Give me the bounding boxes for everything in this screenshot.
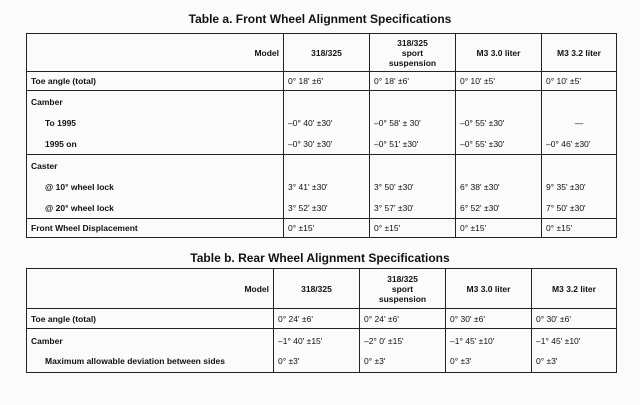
value: –0° 55' ±30'	[460, 138, 505, 149]
camber-label: Camber	[31, 335, 63, 346]
value: 0° ±3'	[364, 355, 386, 366]
cell	[284, 155, 370, 219]
cell: 0° ±15'	[370, 219, 456, 238]
row-label-toe-angle: Toe angle (total)	[27, 72, 284, 91]
cell	[456, 155, 542, 219]
header-model: Model	[27, 269, 274, 309]
header-sport-line-3: suspension	[388, 57, 437, 68]
table-row	[27, 329, 617, 373]
header-sport-line-1: 318/325	[387, 273, 418, 284]
table-row	[27, 219, 617, 238]
value: –0° 51' ±30'	[374, 138, 419, 149]
row-label-camber	[27, 329, 274, 373]
cell: 0° 24' ±6'	[360, 309, 446, 329]
value: –0° 46' ±30'	[546, 138, 591, 149]
row-label-front-wheel-displacement: Front Wheel Displacement	[27, 219, 284, 238]
table-a-title: Table a. Front Wheel Alignment Specifications	[188, 12, 452, 26]
cell	[456, 91, 542, 155]
cell	[370, 91, 456, 155]
row-label-toe-angle: Toe angle (total)	[27, 309, 274, 329]
table-row	[27, 155, 617, 219]
caster-sub-10: @ 10° wheel lock	[45, 181, 114, 192]
cell: 0° 10' ±5'	[542, 72, 617, 91]
value: 6° 52' ±30'	[460, 202, 500, 213]
cell	[446, 329, 532, 373]
value: 0° ±3'	[450, 355, 472, 366]
value: –0° 40' ±30'	[288, 117, 333, 128]
cell: 0° 18' ±6'	[370, 72, 456, 91]
header-sport-line-2: sport	[401, 47, 424, 58]
table-b-header-row	[27, 269, 617, 309]
value: 3° 57' ±30'	[374, 202, 414, 213]
value: –1° 40' ±15'	[278, 335, 323, 346]
caster-label: Caster	[31, 160, 58, 171]
header-318-325-sport	[370, 34, 456, 72]
cell	[542, 91, 617, 155]
cell: 0° 18' ±6'	[284, 72, 370, 91]
cell: 0° 30' ±6'	[446, 309, 532, 329]
camber-sub-1995-on: 1995 on	[45, 138, 77, 149]
cell: 0° 10' ±5'	[456, 72, 542, 91]
value: 3° 52' ±30'	[288, 202, 328, 213]
caster-sub-20: @ 20° wheel lock	[45, 202, 114, 213]
camber-label: Camber	[31, 96, 63, 107]
table-row	[27, 309, 617, 329]
header-318-325: 318/325	[284, 34, 370, 72]
value: 9° 35' ±30'	[546, 181, 586, 192]
header-sport-line-2: sport	[391, 283, 414, 294]
header-m3-30: M3 3.0 liter	[456, 34, 542, 72]
row-label-caster	[27, 155, 284, 219]
table-row	[27, 91, 617, 155]
cell: 0° ±15'	[542, 219, 617, 238]
value-dash: —	[574, 117, 584, 128]
value: –2° 0' ±15'	[364, 335, 404, 346]
value: 6° 38' ±30'	[460, 181, 500, 192]
cell	[274, 329, 360, 373]
header-sport-line-3: suspension	[378, 293, 427, 304]
table-b-title: Table b. Rear Wheel Alignment Specifications	[190, 251, 450, 265]
header-sport-line-1: 318/325	[397, 37, 428, 48]
cell	[542, 155, 617, 219]
header-m3-30: M3 3.0 liter	[446, 269, 532, 309]
cell	[284, 91, 370, 155]
header-m3-32: M3 3.2 liter	[532, 269, 617, 309]
header-model: Model	[27, 34, 284, 72]
value: –0° 55' ±30'	[460, 117, 505, 128]
value: 0° ±3'	[278, 355, 300, 366]
header-m3-32: M3 3.2 liter	[542, 34, 617, 72]
value: 3° 50' ±30'	[374, 181, 414, 192]
value: 3° 41' ±30'	[288, 181, 328, 192]
row-label-camber	[27, 91, 284, 155]
cell: 0° ±15'	[456, 219, 542, 238]
value: 0° ±3'	[536, 355, 558, 366]
table-row	[27, 72, 617, 91]
value: –1° 45' ±10'	[536, 335, 581, 346]
table-a-header-row	[27, 34, 617, 72]
camber-sub-to-1995: To 1995	[45, 117, 77, 128]
value: –1° 45' ±10'	[450, 335, 495, 346]
cell	[532, 329, 617, 373]
header-318-325-sport	[360, 269, 446, 309]
cell: 0° 24' ±6'	[274, 309, 360, 329]
value: –0° 30' ±30'	[288, 138, 333, 149]
front-wheel-alignment-table	[26, 33, 617, 238]
cell	[370, 155, 456, 219]
camber-sub-max-deviation: Maximum allowable deviation between sides	[45, 355, 225, 366]
rear-wheel-alignment-table	[26, 268, 617, 373]
value: 7° 50' ±30'	[546, 202, 586, 213]
header-318-325: 318/325	[274, 269, 360, 309]
cell: 0° ±15'	[284, 219, 370, 238]
cell	[360, 329, 446, 373]
cell: 0° 30' ±6'	[532, 309, 617, 329]
value: –0° 58' ± 30'	[374, 117, 421, 128]
